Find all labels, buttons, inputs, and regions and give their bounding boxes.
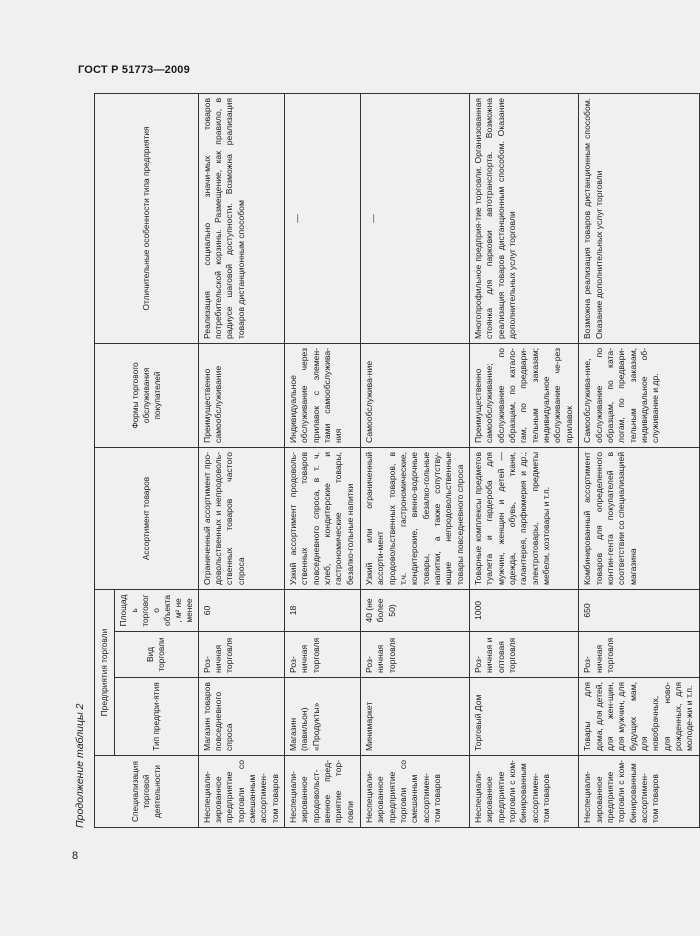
table-row	[579, 93, 699, 827]
cell-features	[284, 93, 360, 343]
cell-assort: Ограниченный ассортимент про-довольственных и непродоволь-ственных товаров частого спроса	[198, 447, 284, 589]
cell-features: Реализация социально значи-мых товаров потребительской корзины. Размещение, как правило, в радиусе шаговой доступности. Возможна реализация товаров дистанционным способом	[198, 93, 284, 343]
rotated-table-wrapper	[94, 94, 695, 828]
cell-forms: Самообслужива-ние	[360, 343, 469, 447]
header-assort: Ассортимент товаров	[95, 447, 199, 589]
header-type: Тип предпри-ятия	[115, 678, 199, 756]
header-group: Предприятия торговли	[95, 589, 115, 755]
table-caption: Продолжение таблицы 2	[74, 703, 86, 828]
cell-spec: Неспециали-зированное продовольст-венное пред-приятие тор-говли	[284, 756, 360, 828]
cell-area: 650	[579, 589, 699, 631]
header-spec: Специализация торговой деятельности	[95, 756, 199, 828]
cell-forms: Преимущественно самообслуживание	[198, 343, 284, 447]
cell-assort: Узкий ассортимент продоволь-ственных товаров повседневного спроса, в т. ч. хлеб, кондитерские и гастрономические товары, безалко-гольные напитки	[284, 447, 360, 589]
caption-container	[70, 94, 90, 828]
cell-features: Возможна реализация товаров дистанционным способом. Оказание дополнительных услуг торговли	[579, 93, 699, 343]
cell-type: Минимаркет	[360, 678, 469, 756]
cell-features: Многопрофильное предприя-тие торговли. Организованная стоянка для парковки автотранспорта. Возможна реализация товаров дистанционным способом. Оказание дополнительных услуг торговли	[470, 93, 579, 343]
table-row	[198, 93, 284, 827]
cell-spec: Неспециали-зированное предприятие торговли с ком-бинированным ассортимен-том товаров	[470, 756, 579, 828]
cell-kind: Роз-ничная торговля	[360, 632, 469, 678]
header-area: Площадь торгового объекта, м² не менее	[115, 589, 199, 631]
cell-kind: Роз-ничная торговля	[198, 632, 284, 678]
empty-dash: —	[291, 214, 302, 223]
header-forms: Формы торгового обслуживания покупателей	[95, 343, 199, 447]
cell-type: Магазин (павильон) «Продукты»	[284, 678, 360, 756]
cell-area: 1000	[470, 589, 579, 631]
cell-type: Товары для дома, для детей, для жен-щин, для мужчин, для будущих мам, для новобрачных, для ново-рожденных, для молоде-жи и т.п.	[579, 678, 699, 756]
cell-spec: Неспециали-зированное предприятие торговли со смешанным ассортимен-том товаров	[360, 756, 469, 828]
table-row	[470, 93, 579, 827]
page-number: 8	[72, 850, 79, 862]
cell-kind: Роз-ничная и оптовая торговля	[470, 632, 579, 678]
cell-kind: Роз-ничная торговля	[284, 632, 360, 678]
cell-assort: Товарные комплексы предметов туалета и гардероба для мужчин, женщин и детей — одежда, обувь, ткани, галантерея, парфюмерия и др.; электротовары, предметы мебели, хозтовары и т.п.	[470, 447, 579, 589]
document-header: ГОСТ Р 51773—2009	[78, 64, 190, 76]
cell-forms: Индивидуальное обслуживание через прилавок с элемен-тами самообслужива-ния	[284, 343, 360, 447]
header-features: Отличительные особенности типа предприятия	[95, 93, 199, 343]
empty-dash: —	[367, 214, 378, 223]
cell-assort: Узкий или ограниченный ассорти-мент продовольственных товаров, в т.ч. гастрономические, кондитерские, винно-водочные товары, безалко-гольные напитки, а также сопутству-ющие непродовольственные товары повседневного спроса	[360, 447, 469, 589]
cell-spec: Неспециали-зированное предприятие торговли с ком-бинированным ассортимен-том товаров	[579, 756, 699, 828]
cell-area: 40 (не более 50)	[360, 589, 469, 631]
enterprise-types-table	[94, 93, 700, 828]
table-area	[94, 94, 695, 828]
header-kind: Вид торговли	[115, 632, 199, 678]
cell-features	[360, 93, 469, 343]
cell-kind: Роз-ничная торговля	[579, 632, 699, 678]
cell-type: Торговый Дом	[470, 678, 579, 756]
cell-area: 18	[284, 589, 360, 631]
cell-forms: Преимущественно самообслуживание; обслуживание по образцам, по катало-гам, по предвари-тельным заказам; индивидуальное обслуживание че-рез прилавок	[470, 343, 579, 447]
cell-spec: Неспециали-зированное предприятие торговли со смешанным ассортимен-том товаров	[198, 756, 284, 828]
cell-type: Магазин товаров повседневного спроса	[198, 678, 284, 756]
cell-assort: Комбинированный ассортимент товаров для определенного контин-гента покупателей в соответствии со специализацией магазина	[579, 447, 699, 589]
cell-forms: Самообслужива-ние, обслуживание по образцам, по ката-логам, по предвари-тельным заказам, индивидуальное об-служивание и др.	[579, 343, 699, 447]
table-row	[360, 93, 469, 827]
table-row	[284, 93, 360, 827]
cell-area: 60	[198, 589, 284, 631]
